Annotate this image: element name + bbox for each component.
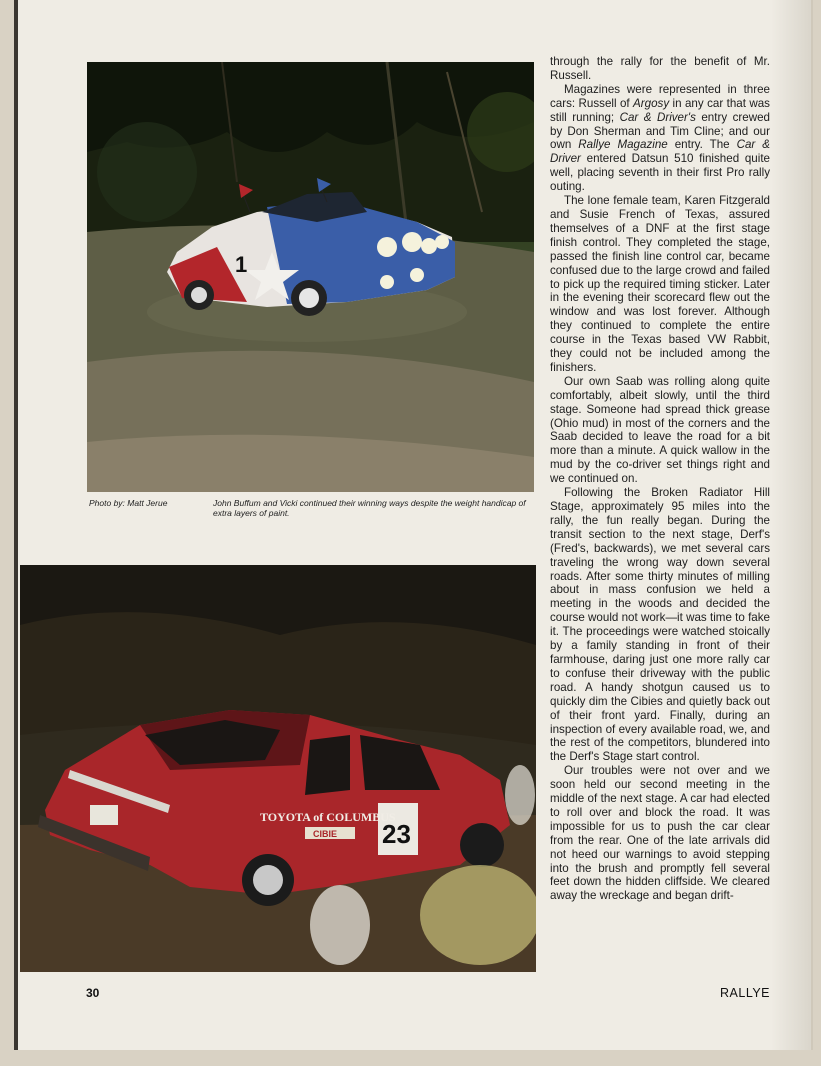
photo-rally-car-stars: [87, 62, 534, 492]
car2-number: 23: [382, 819, 411, 849]
article-paragraph-4: Our own Saab was rolling along quite comfortably, albeit slowly, until the third stage. Someone had spread thick grease (Ohio mud) in most of the corners and the Saab decided to leave the road for a bit more than a minute. A quick wallow in the mud by the co-driver set things right and we continued on.: [550, 374, 770, 486]
page-number: 30: [86, 986, 100, 1000]
p2-car-driver-2: Car & Driver: [550, 138, 770, 166]
p2-text-e: entered Datsun 510 finished quite well, placing seventh in their first Pro rally outing.: [550, 152, 770, 194]
article-paragraph-6: Our troubles were not over and we soon held our second meeting in the middle of the next stage. A car had elected to roll over and block the road. It was impossible for us to push the car clear from the rear. One of the late arrivals did not heed our warnings to avoid stepping into the brush and promptly fell several feet down the hidden cliffside. We cleared away the wreckage and began drift-: [550, 764, 770, 903]
car1-number: 1: [235, 252, 248, 277]
p2-text-b: in any car that was still running;: [550, 96, 770, 124]
article-paragraph-2: [550, 83, 770, 194]
p2-text-c: entry crewed by Don Sherman and Tim Cline; and our own: [550, 110, 770, 152]
p2-text-d: entry. The: [667, 138, 737, 152]
p2-argosy: Argosy: [633, 96, 670, 110]
car2-sponsor: TOYOTA of COLUMBUS: [260, 810, 396, 824]
article-paragraph-5: Following the Broken Radiator Hill Stage, approximately 95 miles into the rally, the fun really began. During the transit section to the next stage, Derf's (Fred's, backwards), we met several cars traveling the wrong way down several roads. After some thirty minutes of milling about in mass confusion we held a meeting in the woods and decided the course would not work—it was time to fake it. The proceedings were watched stoically by a family standing in front of their farmhouse, daring just one more rally car to confuse their driveway with the public road. A handy shotgun caused us to quickly dim the Cibies and quietly back out of their front yard. Finally, during an inspection of every available road, we, and the rest of the competitors, blundered into the Derf's Stage start control.: [550, 486, 770, 764]
p2-text-a: Magazines were represented in three cars: Russell of: [550, 82, 770, 110]
photo-red-toyota: [20, 565, 536, 972]
article-paragraph-1: through the rally for the benefit of Mr. Russell.: [550, 55, 770, 82]
photo-caption: John Buffum and Vicki continued their winning ways despite the weight handicap of extra layers of paint.: [213, 498, 526, 518]
p2-rallye-magazine: Rallye Magazine: [578, 138, 668, 152]
photo-red-toyota-image: [20, 565, 536, 972]
page-edge-shadow: [771, 0, 811, 1050]
photo-rally-car-stars-image: [87, 62, 534, 492]
article-paragraph-3: The lone female team, Karen Fitzgerald and Susie French of Texas, assured themselves of a DNF at the first stage finish control. They completed the stage, passed the finish line control car, became confused due to the large crowd and failed to pick up the required timing sticker. Later in the evening their scorecard flew out the window and was lost forever. Although they continued to complete the entire course in the Texas based VW Rabbit, they could not be included among the finishers.: [550, 194, 770, 374]
car2-sponsor2: CIBIE: [313, 829, 338, 839]
article-column: [550, 55, 770, 903]
photo-credit: Photo by: Matt Jerue: [89, 498, 168, 508]
p2-car-driver: Car & Driver's: [619, 110, 696, 124]
magazine-name: RALLYE: [720, 986, 771, 1000]
